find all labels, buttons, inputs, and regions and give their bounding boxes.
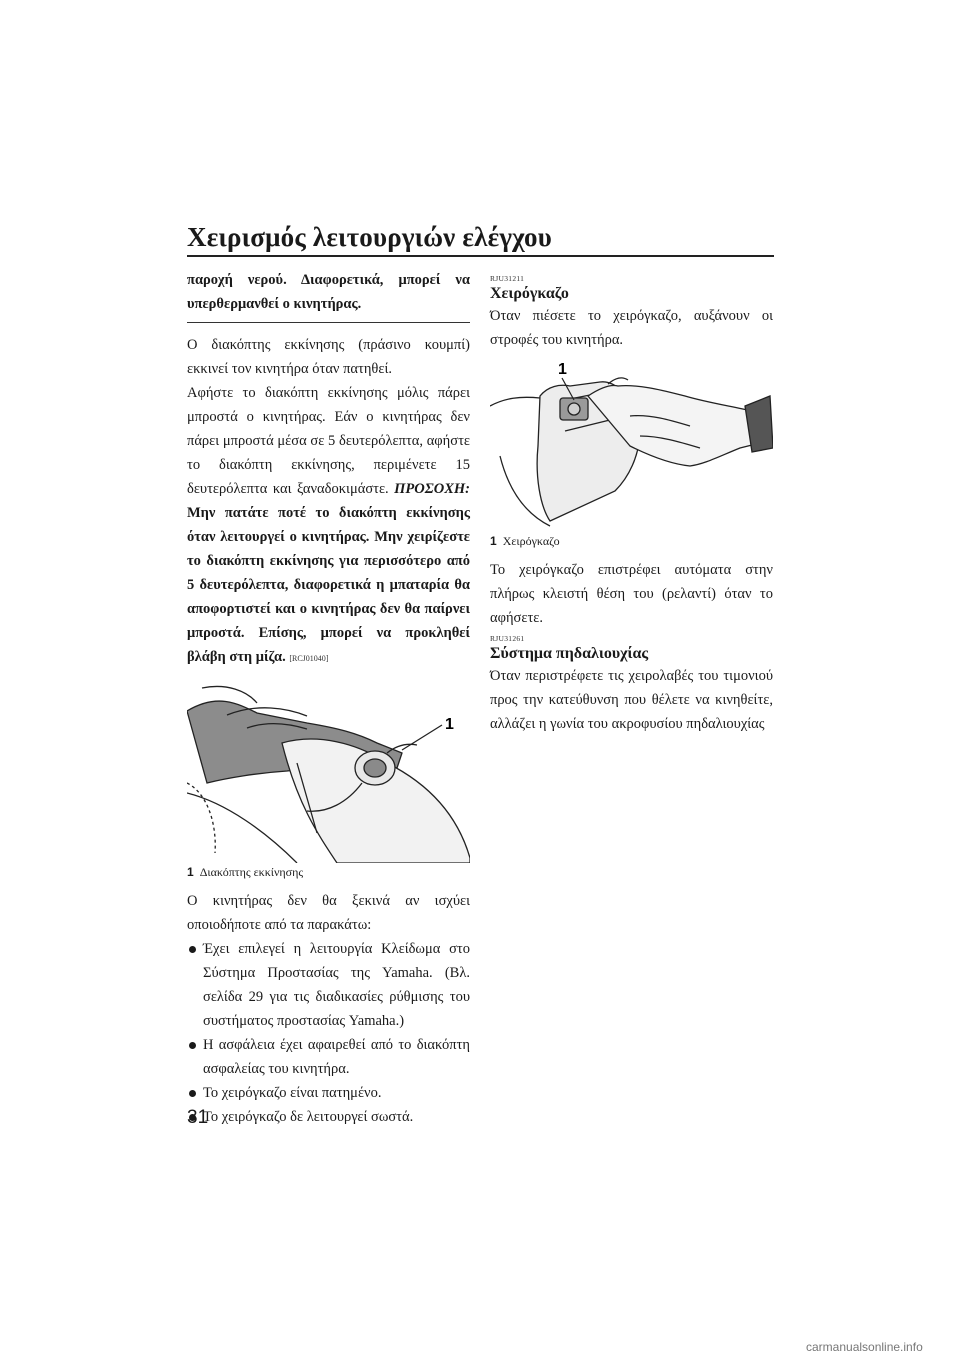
start-switch-illustration — [187, 683, 470, 863]
bullet-icon — [189, 946, 196, 953]
instructions-text: Αφήστε το διακόπτη εκκίνησης μόλις πάρει μπροστά ο κινητήρας. Εάν ο κινητήρας δεν πάρει μπροστά μέσα σε 5 δευτερόλεπτα, αφήστε το διακόπτη εκκίνησης, περιμένετε 15 δευτερόλεπτα και ξαναδοκιμάστε. — [187, 385, 470, 497]
caption-text: Χειρόγκαζο — [502, 534, 560, 548]
list-item-text: Έχει επιλεγεί η λειτουργία Κλείδωμα στο Σύστημα Προστασίας της Yamaha. (Βλ. σελίδα 29 για τις διαδικασίες ρύθμισης του συστήματος προστασίας Yamaha.) — [203, 941, 470, 1029]
figure-callout-1: 1 — [558, 361, 567, 378]
list-item — [187, 1105, 470, 1129]
caution-text: Μην πατάτε ποτέ το διακόπτη εκκίνησης όταν λειτουργεί ο κινητήρας. Μην χειρίζεστε το διακόπτη εκκίνησης για περισσότερο από 5 δευτερόλεπτα, διαφορετικά η μπαταρία θα αποφορτιστεί και ο κινητήρας δεν θα παίρνει μπροστά. Επίσης, μπορεί να προκληθεί βλάβη στη μίζα. — [187, 505, 470, 665]
no-start-conditions-intro: Ο κινητήρας δεν θα ξεκινά αν ισχύει οποιοδήποτε από τα παρακάτω: — [187, 893, 470, 933]
warning-end-text: παροχή νερού. Διαφορετικά, μπορεί να υπερθερμανθεί ο κινητήρας. — [187, 272, 470, 312]
list-item — [187, 1033, 470, 1081]
throttle-caption — [490, 532, 773, 550]
caption-number: 1 — [490, 534, 497, 548]
start-switch-figure — [187, 683, 470, 863]
throttle-illustration — [490, 356, 773, 532]
section-title-throttle: Χειρόγκαζο — [490, 285, 569, 302]
list-item — [187, 937, 470, 1033]
right-column — [490, 274, 773, 736]
header-rule — [187, 255, 774, 257]
list-item-text: Το χειρόγκαζο δε λειτουργεί σωστά. — [203, 1109, 414, 1125]
caption-number: 1 — [187, 865, 194, 879]
list-item-text: Το χειρόγκαζο είναι πατημένο. — [203, 1085, 382, 1101]
figure-callout-1: 1 — [445, 716, 454, 733]
bullet-icon — [189, 1090, 196, 1097]
start-switch-instructions — [187, 381, 470, 671]
start-switch-intro: Ο διακόπτης εκκίνησης (πράσινο κουμπί) εκκινεί τον κινητήρα όταν πατηθεί. — [187, 337, 470, 377]
caution-code: [RCJ01040] — [289, 654, 329, 663]
section-title-steering: Σύστημα πηδαλιουχίας — [490, 645, 649, 662]
caution-label: ΠΡΟΣΟΧΗ: — [394, 481, 470, 497]
throttle-intro: Όταν πιέσετε το χειρόγκαζο, αυξάνουν οι στροφές του κινητήρα. — [490, 308, 773, 348]
list-item-text: Η ασφάλεια έχει αφαιρεθεί από το διακόπτη ασφαλείας του κινητήρα. — [203, 1037, 470, 1077]
throttle-return-text: Το χειρόγκαζο επιστρέφει αυτόματα στην πλήρως κλειστή θέση του (ρελαντί) όταν το αφήσετε. — [490, 562, 773, 626]
section-code: RJU31211 — [490, 274, 525, 283]
page-number: 31 — [187, 1107, 209, 1128]
throttle-figure — [490, 356, 773, 532]
warning-divider — [187, 322, 470, 323]
start-switch-caption — [187, 863, 470, 881]
page-title: Χειρισμός λειτουργιών ελέγχου — [187, 222, 552, 252]
left-column — [187, 268, 470, 1129]
list-item — [187, 1081, 470, 1105]
footer-watermark: carmanualsonline.info — [806, 1340, 923, 1354]
caption-text: Διακόπτης εκκίνησης — [199, 865, 304, 879]
section-code: RJU31261 — [490, 634, 525, 643]
steering-text: Όταν περιστρέφετε τις χειρολαβές του τιμονιού προς την κατεύθυνση που θέλετε να κινηθείτε, αλλάζει η γωνία του ακροφυσίου πηδαλιουχίας — [490, 668, 773, 732]
bullet-icon — [189, 1042, 196, 1049]
